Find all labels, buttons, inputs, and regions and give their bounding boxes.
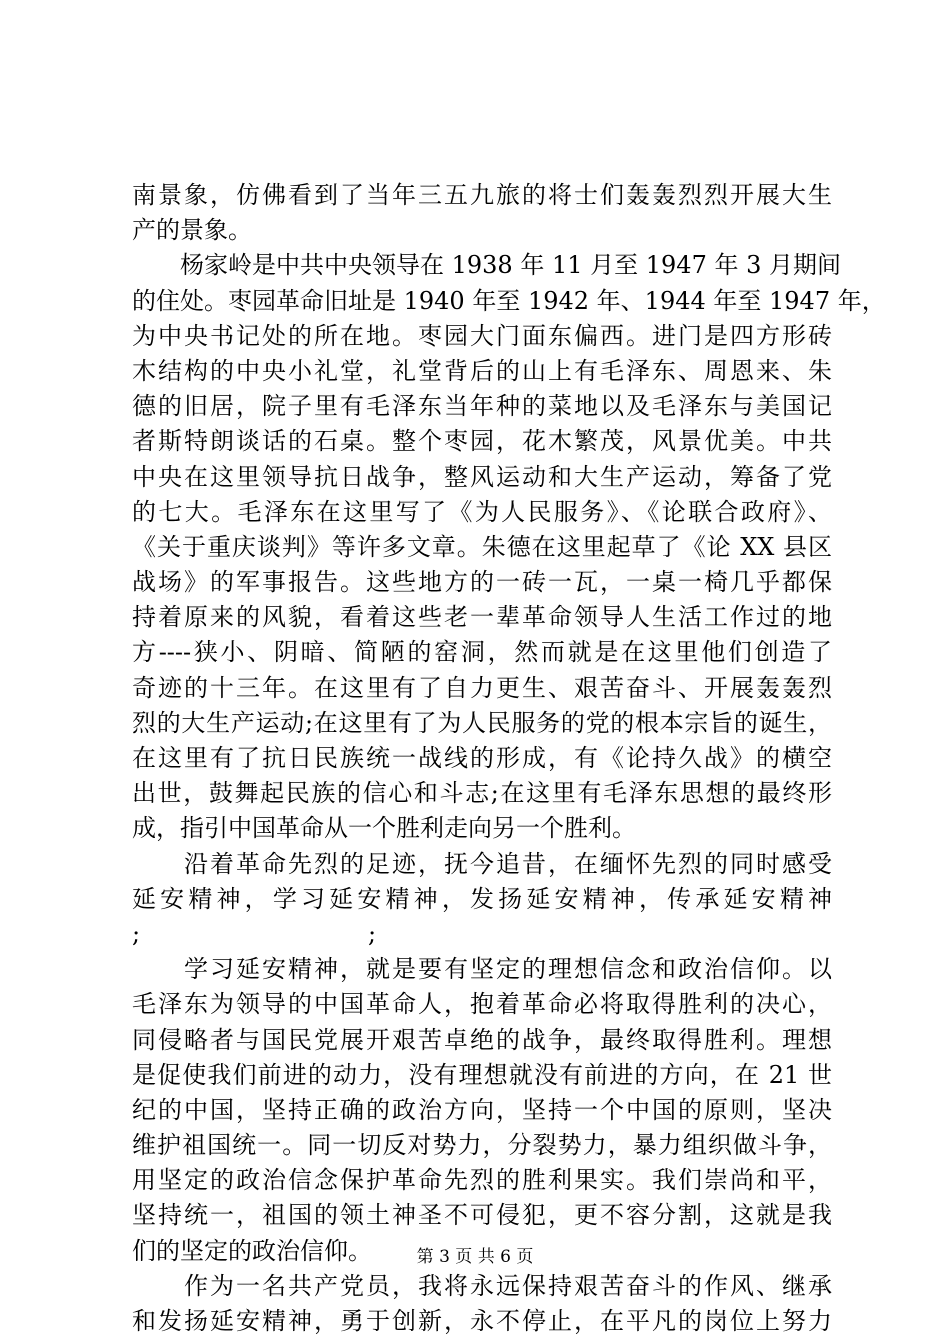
text-line: 在这里有了抗日民族统一战线的形成，有《论持久战》的横空 <box>132 744 832 772</box>
text-line: 杨家岭是中共中央领导在 1938 年 11 月至 1947 年 3 月期间 <box>132 251 841 280</box>
text-line: 沿着革命先烈的足迹，抚今追昔，在缅怀先烈的同时感受 <box>132 849 832 878</box>
text-line: 的七大。毛泽东在这里写了《为人民服务》、《论联合政府》、 <box>132 497 832 526</box>
text-line: 坚持统一，祖国的领土神圣不可侵犯，更不容分割，这就是我 <box>132 1201 832 1230</box>
text-line: 为中央书记处的所在地。枣园大门面东偏西。进门是四方形砖 <box>132 321 832 350</box>
text-line: 和发扬延安精神，勇于创新，永不停止，在平凡的岗位上努力 <box>132 1307 832 1335</box>
text-line: 产的景象。 <box>132 216 252 245</box>
text-line: 木结构的中央小礼堂，礼堂背后的山上有毛泽东、周恩来、朱 <box>132 356 832 385</box>
text-line: 纪的中国，坚持正确的政治方向，坚持一个中国的原则，坚决 <box>132 1095 832 1124</box>
text-line: 持着原来的风貌，看着这些老一辈革命领导人生活工作过的地 <box>132 603 832 632</box>
page-footer: 第 3 页 共 6 页 <box>416 1247 534 1267</box>
text-line: 奇迹的十三年。在这里有了自力更生、艰苦奋斗、开展轰轰烈 <box>132 673 832 702</box>
paragraph <box>132 1269 832 1339</box>
text-line: 学习延安精神，就是要有坚定的理想信念和政治信仰。以 <box>132 955 832 984</box>
paragraph <box>132 178 832 248</box>
semicolon-line <box>132 917 832 952</box>
text-line: 成，指引中国革命从一个胜利走向另一个胜利。 <box>132 814 636 843</box>
text-line: 烈的大生产运动;在这里有了为人民服务的党的根本宗旨的诞生， <box>132 708 832 737</box>
text-line: 作为一名共产党员，我将永远保持艰苦奋斗的作风、继承 <box>132 1271 832 1300</box>
text-line: 维护祖国统一。同一切反对势力，分裂势力，暴力组织做斗争， <box>132 1131 832 1160</box>
text-line: 者斯特朗谈话的石桌。整个枣园，花木繁茂，风景优美。中共 <box>132 427 832 456</box>
text-line: 是促使我们前进的动力，没有理想就没有前进的方向，在 21 世 <box>132 1060 832 1089</box>
text-line: 中央在这里领导抗日战争，整风运动和大生产运动，筹备了党 <box>132 462 832 491</box>
text-line: 的住处。枣园革命旧址是 1940 年至 1942 年、1944 年至 1947 年， <box>132 286 886 315</box>
semicolon: ; <box>368 919 377 948</box>
text-line: 《关于重庆谈判》等许多文章。朱德在这里起草了《论 XX 县区 <box>132 532 832 561</box>
text-line: 用坚定的政治信念保护革命先烈的胜利果实。我们崇尚和平， <box>132 1166 832 1195</box>
text-line: 同侵略者与国民党展开艰苦卓绝的战争，最终取得胜利。理想 <box>132 1025 832 1054</box>
paragraph <box>132 952 832 1269</box>
text-line: 战场》的军事报告。这些地方的一砖一瓦，一桌一椅几乎都保 <box>132 568 832 597</box>
text-line: 延安精神，学习延安精神，发扬延安精神，传承延安精神 <box>132 884 832 913</box>
text-line: 南景象，仿佛看到了当年三五九旅的将士们轰轰烈烈开展大生 <box>132 181 832 209</box>
document-body <box>132 178 886 1339</box>
text-line: 毛泽东为领导的中国革命人，抱着革命必将取得胜利的决心， <box>132 990 832 1019</box>
semicolon: ; <box>132 919 141 948</box>
text-line: 德的旧居，院子里有毛泽东当年种的菜地以及毛泽东与美国记 <box>132 392 832 421</box>
paragraph <box>132 248 886 846</box>
text-line: 们的坚定的政治信仰。 <box>132 1236 372 1265</box>
text-line: 方----狭小、阴暗、简陋的窑洞，然而就是在这里他们创造了 <box>132 638 832 667</box>
paragraph <box>132 847 832 953</box>
text-line: 出世，鼓舞起民族的信心和斗志;在这里有毛泽东思想的最终形 <box>132 779 832 808</box>
